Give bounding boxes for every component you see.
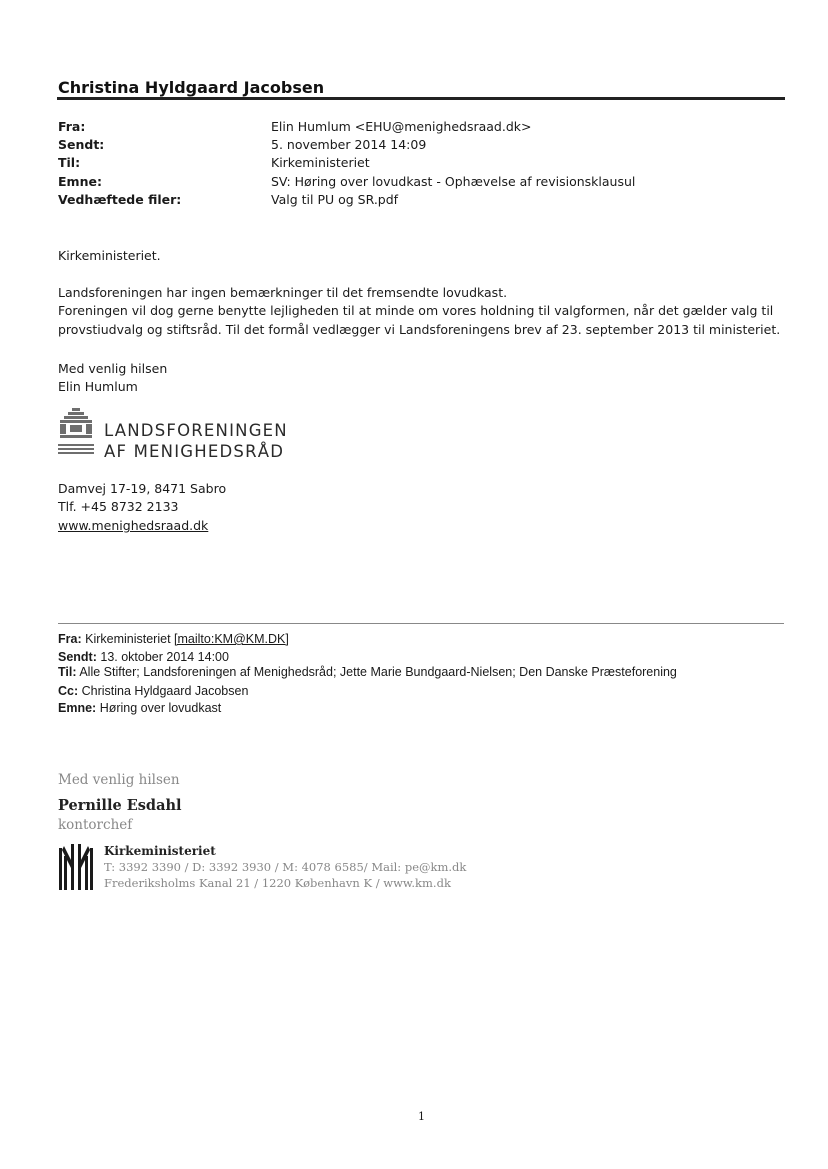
body-line-1: Landsforeningen har ingen bemærkninger til det fremsendte lovudkast. (58, 285, 508, 300)
forwarded-subject-value: Høring over lovudkast (99, 701, 222, 715)
signature-contact-line: T: 3392 3390 / D: 3392 3930 / M: 4078 6585/ Mail: pe@km.dk (104, 860, 467, 874)
signature-name: Pernille Esdahl (58, 797, 182, 814)
logo-text-line-1: LANDSFORENINGEN (104, 421, 288, 440)
forwarded-mailto-link[interactable]: [mailto:KM@KM.DK] (174, 632, 289, 646)
signature-org: Kirkeministeriet (104, 844, 216, 858)
forwarded-cc-label: Cc: (58, 684, 79, 698)
landsforeningen-logo-icon (58, 408, 94, 460)
forwarded-to-value: Alle Stifter; Landsforeningen af Menighedsråd; Jette Marie Bundgaard-Nielsen; Den Danske Præsteforening (79, 665, 677, 679)
sender-name: Christina Hyldgaard Jacobsen (58, 78, 325, 97)
subject-label: Emne: (58, 174, 102, 189)
forwarded-to-row (58, 665, 677, 679)
contact-address: Damvej 17-19, 8471 Sabro (58, 481, 227, 496)
signature-title: kontorchef (58, 817, 133, 833)
forwarded-subject-label: Emne: (58, 701, 97, 715)
forward-divider (58, 623, 784, 624)
signature-closing: Med venlig hilsen (58, 772, 180, 788)
from-label: Fra: (58, 119, 86, 134)
forwarded-sent-row (58, 650, 229, 664)
forwarded-sent-label: Sendt: (58, 650, 97, 664)
forwarded-from-row (58, 632, 289, 646)
attachments-value[interactable]: Valg til PU og SR.pdf (271, 192, 399, 207)
logo-text-line-2: AF MENIGHEDSRÅD (104, 442, 285, 461)
forwarded-sent-value: 13. oktober 2014 14:00 (100, 650, 229, 664)
forwarded-cc-row (58, 684, 248, 698)
signature-address-line: Frederiksholms Kanal 21 / 1220 København K / www.km.dk (104, 876, 451, 890)
closing: Med venlig hilsen (58, 361, 168, 376)
greeting: Kirkeministeriet. (58, 248, 161, 263)
forwarded-cc-value: Christina Hyldgaard Jacobsen (81, 684, 249, 698)
to-value: Kirkeministeriet (271, 155, 370, 170)
website-link[interactable]: www.menighedsraad.dk (58, 518, 209, 533)
forwarded-subject-row (58, 701, 221, 715)
forwarded-from-value: Kirkeministeriet (85, 632, 175, 646)
subject-value: SV: Høring over lovudkast - Ophævelse af revisionsklausul (271, 174, 636, 189)
signer-name: Elin Humlum (58, 379, 138, 394)
sent-label: Sendt: (58, 137, 105, 152)
forwarded-from-label: Fra: (58, 632, 82, 646)
kirkeministeriet-logo-icon (59, 844, 93, 890)
from-value: Elin Humlum <EHU@menighedsraad.dk> (271, 119, 532, 134)
attachments-label: Vedhæftede filer: (58, 192, 182, 207)
to-label: Til: (58, 155, 81, 170)
body-line-3: provstiudvalg og stiftsråd. Til det formål vedlægger vi Landsforeningens brev af 23. september 2013 til ministeriet. (58, 322, 781, 337)
sent-value: 5. november 2014 14:09 (271, 137, 427, 152)
page-number: 1 (418, 1110, 425, 1123)
forwarded-to-label: Til: (58, 665, 77, 679)
body-line-2: Foreningen vil dog gerne benytte lejligheden til at minde om vores holdning til valgformen, når det gælder valg til (58, 303, 774, 318)
header-divider (57, 97, 785, 100)
contact-phone: Tlf. +45 8732 2133 (58, 499, 179, 514)
